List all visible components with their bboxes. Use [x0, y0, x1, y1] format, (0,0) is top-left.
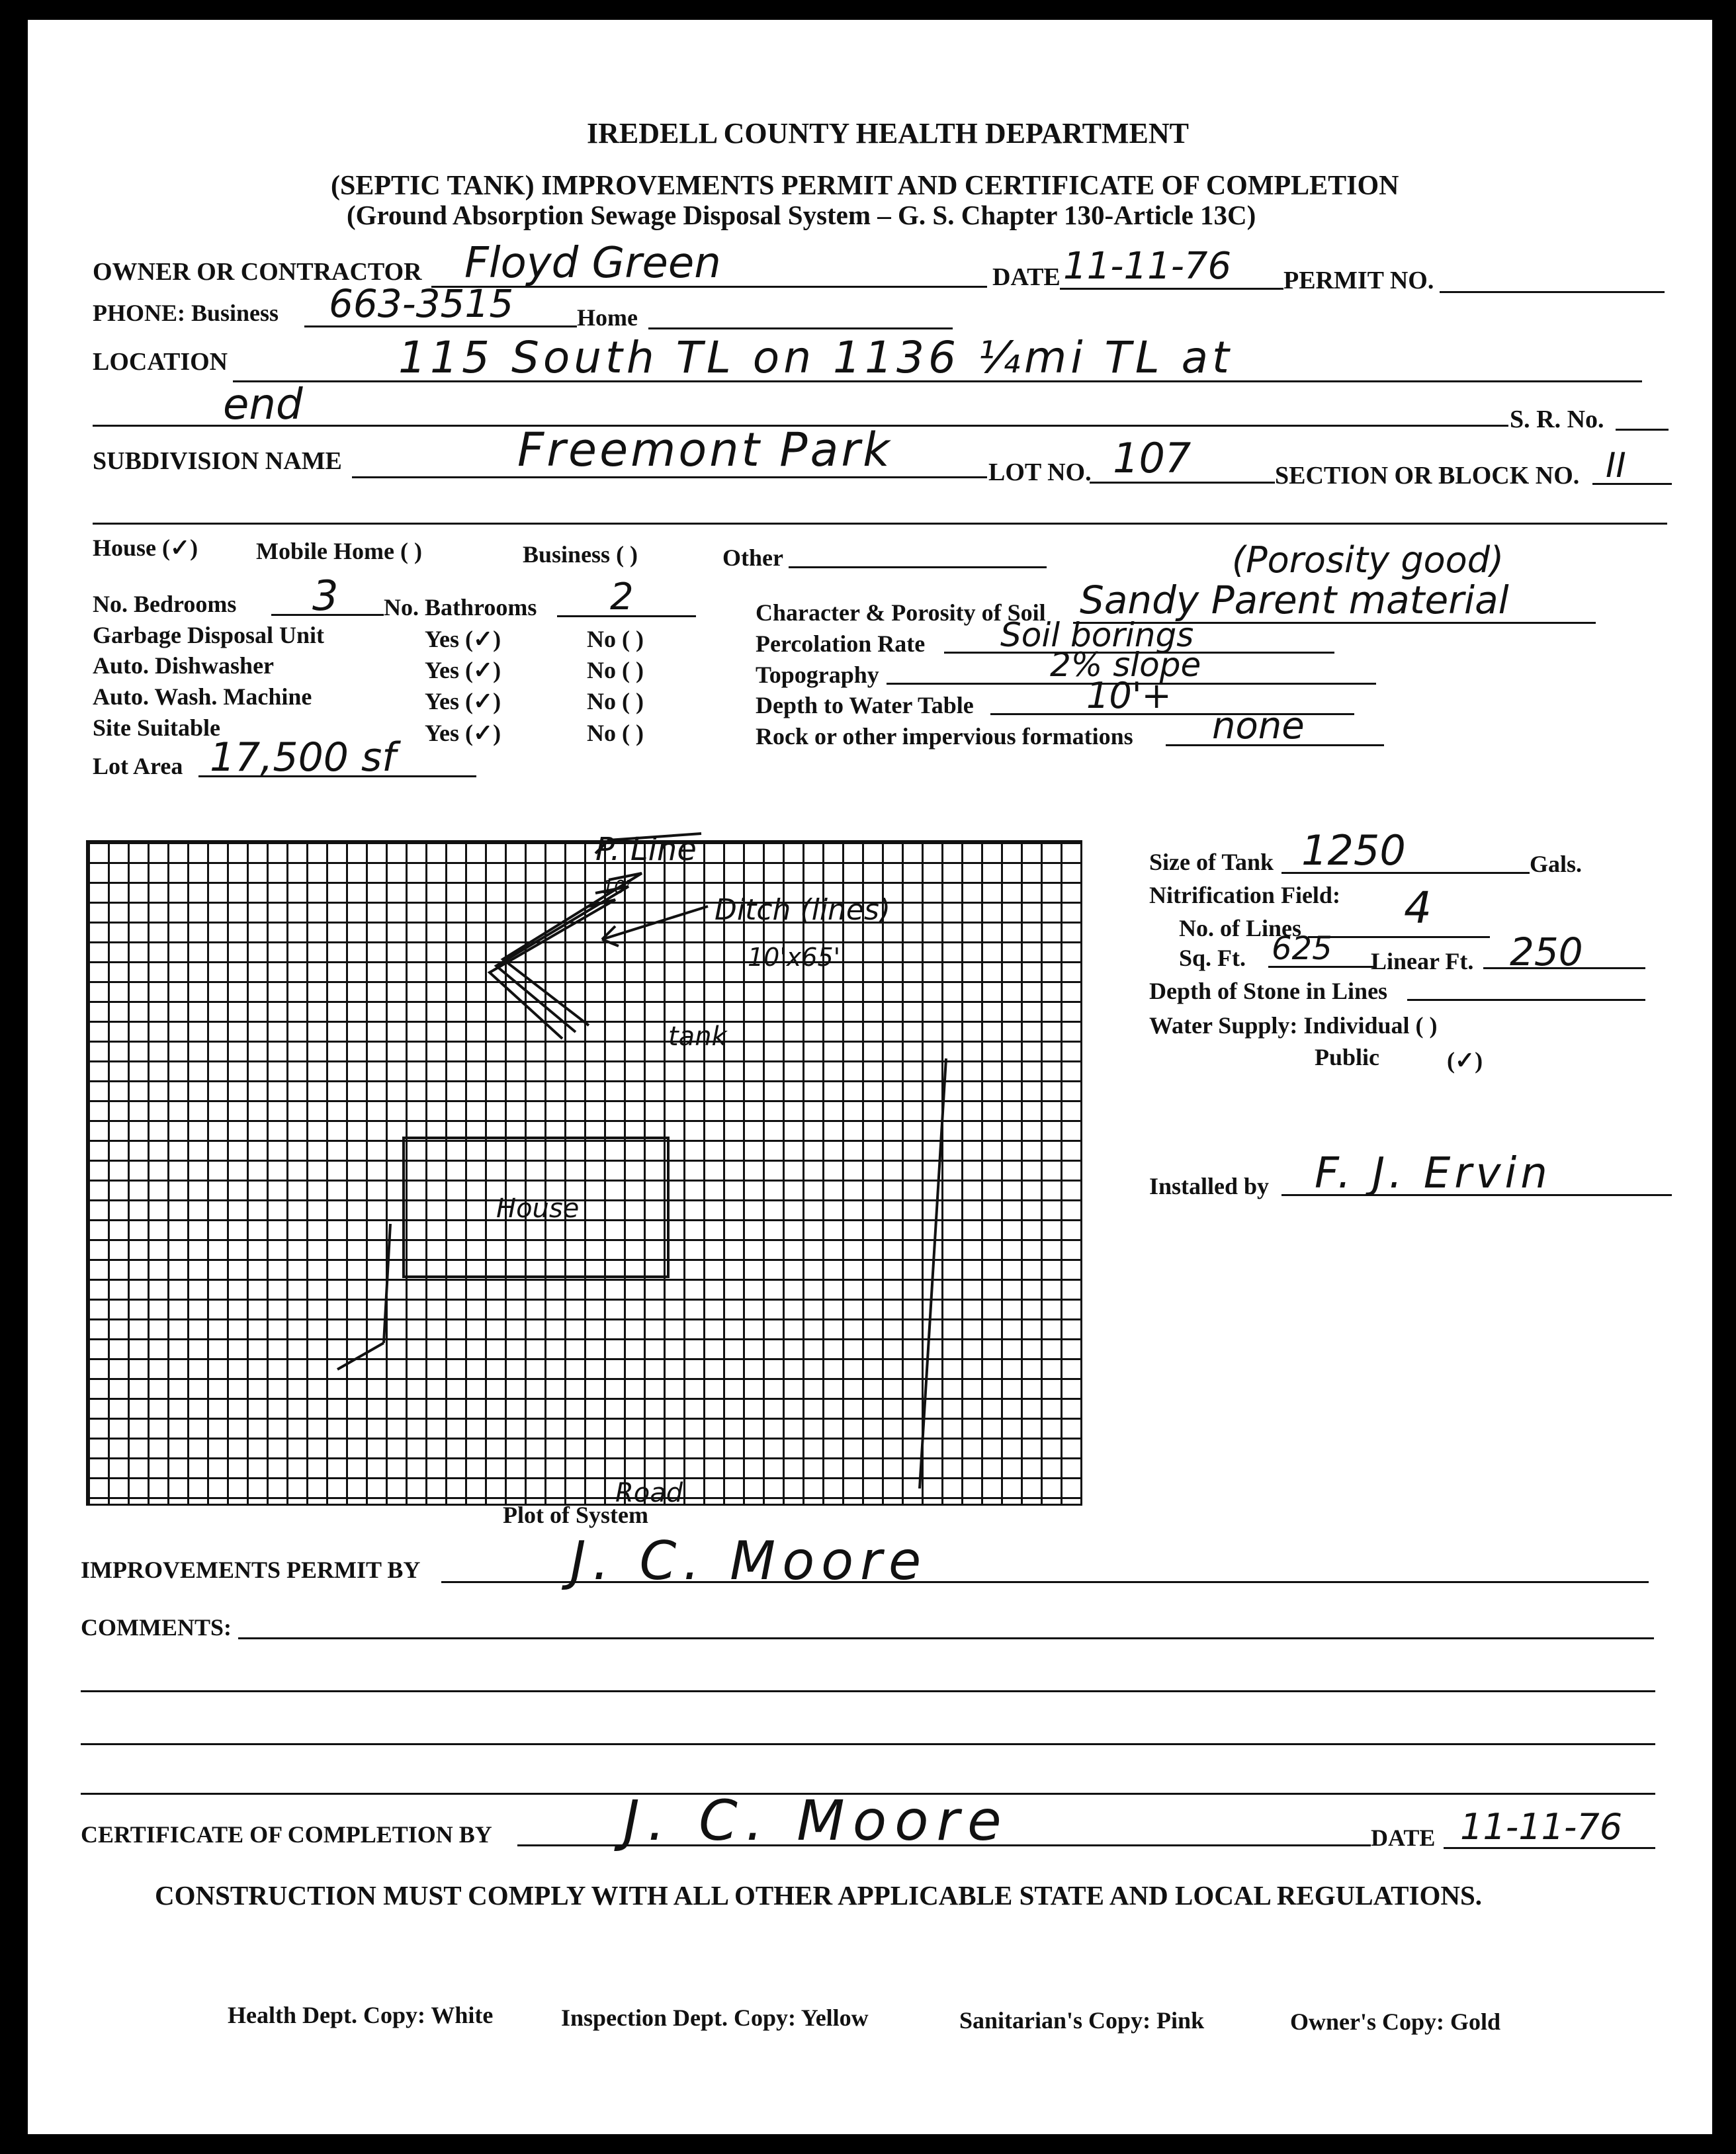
date-value: 11-11-76 — [1063, 245, 1232, 288]
water-table-value: 10'+ — [1086, 675, 1172, 716]
copy-inspection-dept: Inspection Dept. Copy: Yellow — [561, 2004, 869, 2031]
stone-depth-line — [1407, 999, 1645, 1001]
installed-by-value: F. J. Ervin — [1315, 1149, 1551, 1198]
agency-name: IREDELL COUNTY HEALTH DEPARTMENT — [587, 117, 1189, 150]
water-supply-label: Water Supply: Individual ( ) — [1149, 1012, 1438, 1039]
tank-size-label: Size of Tank — [1149, 849, 1274, 875]
plot-label-10ft: 10' — [602, 876, 631, 898]
owner-value: Floyd Green — [464, 239, 721, 288]
copy-health-dept: Health Dept. Copy: White — [228, 2002, 494, 2028]
garbage-disposal-no: No ( ) — [587, 626, 644, 652]
topography-label: Topography — [756, 662, 879, 688]
wash-machine-label: Auto. Wash. Machine — [93, 683, 312, 710]
rock-label: Rock or other impervious formations — [756, 723, 1133, 750]
linear-ft-label: Linear Ft. — [1371, 948, 1474, 974]
nitrification-label: Nitrification Field: — [1149, 882, 1340, 908]
lot-no-value: 107 — [1113, 434, 1192, 482]
owner-label: OWNER OR CONTRACTOR — [93, 258, 422, 286]
sqft-value: 625 — [1272, 930, 1332, 967]
lines-value: 4 — [1404, 883, 1432, 933]
ditch-arrow — [602, 906, 708, 946]
home-line — [648, 327, 953, 329]
linear-ft-value: 250 — [1510, 929, 1583, 974]
lines-line — [1308, 936, 1490, 938]
soil-character-label: Character & Porosity of Soil — [756, 599, 1046, 626]
water-table-label: Depth to Water Table — [756, 692, 974, 718]
plot-caption: Plot of System — [503, 1502, 648, 1528]
wash-machine-yes: Yes (✓) — [425, 688, 501, 714]
comments-label: COMMENTS: — [81, 1614, 232, 1641]
dishwasher-label: Auto. Dishwasher — [93, 652, 275, 679]
business-option: Business ( ) — [523, 541, 638, 568]
section-line — [1592, 483, 1672, 485]
lot-no-label: LOT NO. — [988, 458, 1092, 486]
location-value-2: end — [223, 380, 303, 429]
other-option: Other — [722, 544, 783, 571]
public-label: Public — [1315, 1044, 1380, 1070]
tank-size-value: 1250 — [1301, 826, 1406, 875]
garbage-disposal-yes: Yes (✓) — [425, 626, 501, 652]
plot-label-house: House — [496, 1193, 580, 1224]
certificate-label: CERTIFICATE OF COMPLETION BY — [81, 1821, 492, 1848]
lines-label: No. of Lines — [1179, 915, 1302, 941]
section-label: SECTION OR BLOCK NO. — [1275, 462, 1580, 490]
lot-line-right — [920, 1058, 946, 1488]
other-line — [789, 566, 1047, 568]
form-subtitle: (Ground Absorption Sewage Disposal System – G. S. Chapter 130-Article 13C) — [347, 200, 1256, 230]
plot-label-ditch: Ditch (lines) — [715, 893, 891, 927]
copy-owner: Owner's Copy: Gold — [1290, 2008, 1501, 2035]
wash-machine-no: No ( ) — [587, 688, 644, 714]
certificate-signature: J. C. Moore — [623, 1788, 1010, 1853]
comments-line-1 — [238, 1637, 1654, 1639]
dishwasher-no: No ( ) — [587, 657, 644, 683]
installed-by-label: Installed by — [1149, 1173, 1270, 1199]
sr-no-line — [1616, 429, 1669, 431]
permit-no-label: PERMIT NO. — [1283, 267, 1434, 294]
site-suitable-no: No ( ) — [587, 720, 644, 746]
bedrooms-value: 3 — [312, 572, 339, 620]
compliance-notice: CONSTRUCTION MUST COMPLY WITH ALL OTHER APPLICABLE STATE AND LOCAL REGULATIONS. — [155, 1880, 1483, 1911]
lot-line-left — [337, 1224, 390, 1369]
sqft-label: Sq. Ft. — [1179, 945, 1246, 971]
rock-value: none — [1212, 705, 1305, 748]
home-label: Home — [577, 304, 638, 331]
perc-rate-label: Percolation Rate — [756, 630, 926, 657]
stone-depth-label: Depth of Stone in Lines — [1149, 978, 1388, 1004]
mobile-home-option: Mobile Home ( ) — [256, 538, 422, 564]
lot-area-value: 17,500 sf — [210, 734, 396, 781]
bathrooms-label: No. Bathrooms — [384, 594, 537, 621]
plot-label-ditch-size: 10'x65' — [748, 943, 841, 972]
sr-no-label: S. R. No. — [1510, 406, 1604, 433]
house-option: House (✓) — [93, 535, 198, 561]
completion-date-value: 11-11-76 — [1460, 1806, 1623, 1848]
divider-line — [93, 523, 1667, 525]
location-label: LOCATION — [93, 348, 228, 376]
site-suitable-yes: Yes (✓) — [425, 720, 501, 746]
date-line — [1060, 288, 1283, 290]
comments-line-2 — [81, 1690, 1655, 1692]
phone-label: PHONE: Business — [93, 300, 279, 326]
bathrooms-value: 2 — [610, 576, 634, 619]
comments-line-3 — [81, 1743, 1655, 1745]
section-value: II — [1606, 446, 1626, 486]
plot-label-property-line: P. Line — [595, 831, 697, 868]
improvements-permit-label: IMPROVEMENTS PERMIT BY — [81, 1557, 421, 1583]
perc-rate-value: Soil borings — [1000, 616, 1194, 654]
dishwasher-yes: Yes (✓) — [425, 657, 501, 683]
public-check: (✓) — [1447, 1047, 1483, 1074]
date-label: DATE — [992, 263, 1061, 291]
improvements-signature: J. C. Moore — [570, 1530, 928, 1592]
plot-sketch — [86, 827, 1092, 1515]
completion-date-label: DATE — [1371, 1825, 1436, 1851]
plot-label-road: Road — [615, 1478, 683, 1508]
subdivision-value: Freemont Park — [517, 423, 892, 477]
site-suitable-label: Site Suitable — [93, 714, 221, 741]
tank-gals: Gals. — [1530, 851, 1583, 877]
phone-value: 663-3515 — [329, 281, 514, 326]
permit-form — [28, 20, 1712, 2134]
copy-sanitarian: Sanitarian's Copy: Pink — [959, 2007, 1205, 2034]
bedrooms-label: No. Bedrooms — [93, 591, 237, 617]
porosity-note: (Porosity good) — [1232, 539, 1504, 581]
form-title: (SEPTIC TANK) IMPROVEMENTS PERMIT AND CERTIFICATE OF COMPLETION — [331, 171, 1399, 201]
soil-character-value: Sandy Parent material — [1080, 578, 1509, 623]
topography-value: 2% slope — [1050, 646, 1201, 684]
permit-no-line — [1440, 291, 1665, 293]
drainfield-ditches — [490, 873, 642, 1039]
garbage-disposal-label: Garbage Disposal Unit — [93, 622, 325, 648]
location-value: 115 South TL on 1136 ¼mi TL at — [398, 332, 1233, 383]
lot-area-label: Lot Area — [93, 753, 183, 779]
plot-label-tank: tank — [668, 1021, 727, 1052]
subdivision-label: SUBDIVISION NAME — [93, 447, 342, 475]
